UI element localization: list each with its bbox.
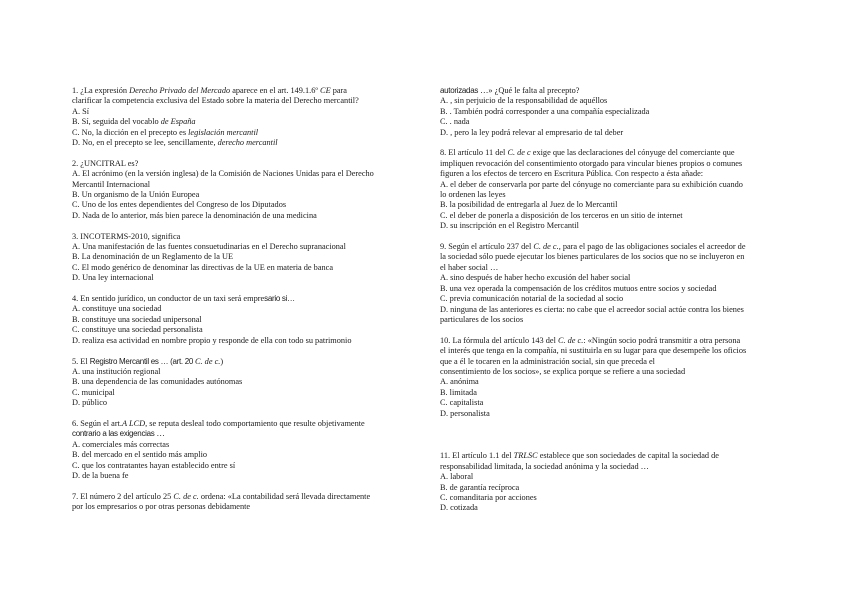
question-1-option-c: C. No, la dicción en el precepto es legislación mercantil bbox=[72, 127, 259, 137]
question-3 bbox=[72, 232, 408, 284]
question-1-option-d: D. No, en el precepto se lee, sencillamente, derecho mercantil bbox=[72, 138, 278, 148]
question-4 bbox=[72, 294, 408, 346]
question-7 bbox=[72, 492, 408, 513]
question-11-stem: 11. El artículo 1.1 del TRLSC establece que son sociedades de capital la sociedad de bbox=[440, 451, 719, 461]
question-5-stem: 5. El Registro Mercantil es … (art. 20 C. de c.) bbox=[72, 356, 224, 366]
question-9 bbox=[440, 242, 776, 325]
question-7-option-d: D. , pero la ley podrá relevar al empresario de tal deber bbox=[440, 127, 624, 137]
question-11-option-b: B. de garantía recíproca bbox=[440, 482, 520, 492]
question-9-stem-cont-2: el haber social … bbox=[440, 262, 499, 272]
question-6-stem-cont: contrario a las exigencias … bbox=[72, 429, 165, 439]
question-9-option-d: D. ninguna de las anteriores es cierta: no cabe que el acreedor social actúe contra los bienes bbox=[440, 304, 744, 314]
question-3-stem: 3. INCOTERMS-2010, significa bbox=[72, 231, 181, 241]
question-2 bbox=[72, 159, 408, 221]
question-8-option-a-cont: lo ordenen las leyes bbox=[440, 190, 506, 200]
question-3-option-c: C. El modo genérico de denominar las directivas de la UE en materia de banca bbox=[72, 262, 334, 272]
right-column bbox=[440, 86, 776, 524]
question-4-option-a: A. constituye una sociedad bbox=[72, 304, 162, 314]
question-1-stem: 1. ¿La expresión Derecho Privado del Mercado aparece en el art. 149.1.6º CE para bbox=[72, 86, 347, 95]
question-11 bbox=[440, 451, 776, 513]
question-5 bbox=[72, 357, 408, 409]
question-3-option-a: A. Una manifestación de las fuentes consuetudinarias en el Derecho supranacional bbox=[72, 242, 346, 252]
question-9-option-d-cont: particulares de los socios bbox=[440, 314, 524, 324]
question-8-option-b: B. la posibilidad de entregarla al Juez de lo Mercantil bbox=[440, 200, 618, 210]
question-1-option-b: B. Sí, seguida del vocablo de España bbox=[72, 117, 196, 127]
question-7-stem-cont: por los empresarios o por otras personas debidamente bbox=[72, 502, 251, 512]
question-9-option-a: A. sino después de haber hecho excusión del haber social bbox=[440, 273, 631, 283]
question-1 bbox=[72, 86, 408, 148]
question-6-option-c: C. que los contratantes hayan establecido entre sí bbox=[72, 460, 236, 470]
question-9-stem: 9. Según el artículo 237 del C. de c., para el pago de las obligaciones sociales el acreedor de bbox=[440, 242, 746, 252]
question-11-stem-cont: responsabilidad limitada, la sociedad anónima y la sociedad … bbox=[440, 461, 649, 471]
question-6-option-a: A. comerciales más correctas bbox=[72, 439, 170, 449]
question-2-option-c: C. Uno de los entes dependientes del Congreso de los Diputados bbox=[72, 200, 287, 210]
question-4-option-c: C. constituye una sociedad personalista bbox=[72, 325, 203, 335]
question-4-stem: 4. En sentido jurídico, un conductor de un taxi será empresario si… bbox=[72, 294, 295, 304]
question-8-stem-cont-2: figuren a los efectos de tercero en Escritura Pública. Con respecto a ésta añade: bbox=[440, 169, 704, 179]
question-10 bbox=[440, 336, 776, 419]
question-10-stem-cont-1: el interés que tenga en la compañía, ni sustituirla en su lugar para que desempeñe los oficios bbox=[440, 346, 747, 356]
question-2-stem: 2. ¿UNCITRAL es? bbox=[72, 158, 139, 168]
question-6-option-d: D. de la buena fe bbox=[72, 470, 129, 480]
question-3-option-d: D. Una ley internacional bbox=[72, 273, 154, 283]
question-1-option-a: A. Sí bbox=[72, 106, 90, 116]
question-7-option-b: B. . También podrá corresponder a una compañía especializada bbox=[440, 106, 650, 116]
question-5-option-b: B. una dependencia de las comunidades autónomas bbox=[72, 377, 243, 387]
question-8-stem-cont-1: impliquen revocación del consentimiento otorgado para vincular bienes propios o comunes bbox=[440, 158, 743, 168]
left-column bbox=[72, 86, 408, 523]
question-8-option-a: A. el deber de conservarla por parte del cónyuge no comerciante para su exhibición cuando bbox=[440, 179, 743, 189]
question-10-option-d: D. personalista bbox=[440, 408, 490, 418]
question-1-stem-cont: clarificar la competencia exclusiva del Estado sobre la materia del Derecho mercantil? bbox=[72, 96, 359, 106]
question-4-option-d: D. realiza esa actividad en nombre propio y responde de ella con todo su patrimonio bbox=[72, 335, 352, 345]
question-9-stem-cont-1: la sociedad sólo puede ejecutar los bienes particulares de los socios que no se incluyeron en bbox=[440, 252, 745, 262]
question-6-stem: 6. Según el art.A LCD, se reputa desleal todo comportamiento que resulte objetivamente bbox=[72, 418, 365, 428]
question-10-stem-cont-3: consentimiento de los socios», se explica porque se refiere a una sociedad bbox=[440, 366, 686, 376]
question-8-stem: 8. El artículo 11 del C. de c exige que las declaraciones del cónyuge del comerciante que bbox=[440, 148, 735, 158]
question-10-option-a: A. anónima bbox=[440, 377, 479, 387]
question-10-stem: 10. La fórmula del artículo 143 del C. de c.: «Ningún socio podrá transmitir a otra persona bbox=[440, 335, 741, 345]
question-7-stem: 7. El número 2 del artículo 25 C. de c. ordena: «La contabilidad será llevada directamente bbox=[72, 491, 371, 501]
question-5-option-d: D. público bbox=[72, 398, 108, 408]
question-10-option-c: C. capitalista bbox=[440, 398, 484, 408]
question-11-option-a: A. laboral bbox=[440, 472, 474, 482]
question-2-option-b: B. Un organismo de la Unión Europea bbox=[72, 190, 200, 200]
question-2-option-a: A. El acrónimo (en la versión inglesa) de la Comisión de Naciones Unidas para el Derecho bbox=[72, 169, 374, 179]
question-8-option-c: C. el deber de ponerla a disposición de los terceros en un sitio de internet bbox=[440, 210, 683, 220]
question-4-option-b: B. constituye una sociedad unipersonal bbox=[72, 314, 202, 324]
question-9-option-b: B. una vez operada la compensación de los créditos mutuos entre socios y sociedad bbox=[440, 283, 717, 293]
spacer bbox=[440, 429, 776, 451]
question-8 bbox=[440, 148, 776, 231]
question-6 bbox=[72, 419, 408, 481]
question-6-option-b: B. del mercado en el sentido más amplio bbox=[72, 450, 208, 460]
question-10-option-b: B. limitada bbox=[440, 387, 477, 397]
question-3-option-b: B. La denominación de un Reglamento de la UE bbox=[72, 252, 234, 262]
question-2-option-d: D. Nada de lo anterior, más bien parece la denominación de una medicina bbox=[72, 210, 317, 220]
question-11-option-c: C. comanditaria por acciones bbox=[440, 492, 537, 502]
question-7-option-a: A. , sin perjuicio de la responsabilidad de aquéllos bbox=[440, 96, 608, 106]
question-7-stem-end: autorizadas …» ¿Qué le falta al precepto? bbox=[440, 86, 580, 95]
question-7-continued bbox=[440, 86, 776, 138]
question-5-option-a: A. una institución regional bbox=[72, 366, 161, 376]
question-2-option-a-cont: Mercantil Internacional bbox=[72, 179, 151, 189]
question-5-option-c: C. municipal bbox=[72, 387, 115, 397]
question-7-option-c: C. . nada bbox=[440, 117, 470, 127]
question-10-stem-cont-2: que a él le tocaren en la administración social, sin que preceda el bbox=[440, 356, 655, 366]
question-9-option-c: C. previa comunicación notarial de la sociedad al socio bbox=[440, 294, 624, 304]
question-8-option-d: D. su inscripción en el Registro Mercantil bbox=[440, 221, 579, 231]
question-11-option-d: D. cotizada bbox=[440, 503, 478, 513]
